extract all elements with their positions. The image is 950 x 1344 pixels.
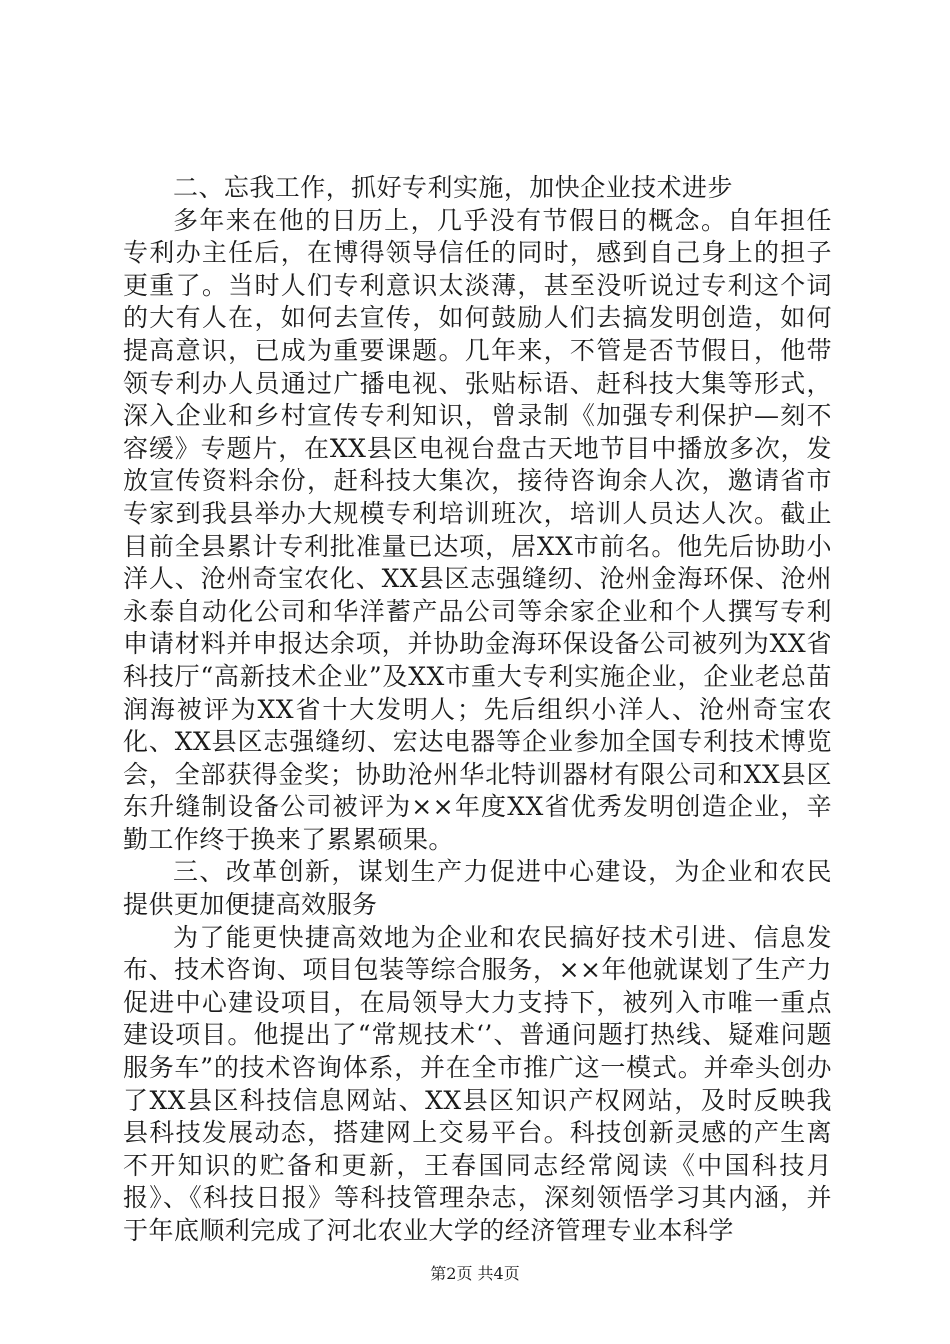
page-footer: 第2页 共4页 (430, 1264, 520, 1283)
body-paragraph: 多年来在他的日历上，几乎没有节假日的概念。自年担任专利办主任后，在博得领导信任的同时，感到自己身上的担子更重了。当时人们专利意识太淡薄，甚至没听说过专利这个词的大有人在，如何去宣传，如何鼓励人们去搞发明创造，如何提高意识，已成为重要课题。几年来，不管是否节假日，他带领专利办人员通过广播电视、张贴标语、赶科技大集等形式，深入企业和乡村宣传专利知识，曾录制《加强专利保护—刻不容缓》专题片，在XX县区电视台盘古天地节目中播放多次，发放宣传资料余份，赶科技大集次，接待咨询余人次，邀请省市专家到我县举办大规模专利培训班次，培训人员达人次。截止目前全县累计专利批准量已达项，居XX市前名。他先后协助小洋人、沧州奇宝农化、XX县区志强缝纫、沧州金海环保、沧州永泰自动化公司和华洋蓄产品公司等余家企业和个人撰写专利申请材料并申报达余项，并协助金海环保设备公司被列为XX省科技厅“高新技术企业”及XX市重大专利实施企业，企业老总苗润海被评为XX省十大发明人；先后组织小洋人、沧州奇宝农化、XX县区志强缝纫、宏达电器等企业参加全国专利技术博览会，全部获得金奖；协助沧州华北特训器材有限公司和XX县区东升缝制设备公司被评为××年度XX省优秀发明创造企业，辛勤工作终于换来了累累硕果。 (123, 205, 832, 854)
body-paragraph: 为了能更快捷高效地为企业和农民搞好技术引进、信息发布、技术咨询、项目包装等综合服务，××年他就谋划了生产力促进中心建设项目，在局领导大力支持下，被列入市唯一重点建设项目。他提出了“常规技术‘’、普通问题打热线、疑难问题服务车”的技术咨询体系，并在全市推广这一模式。并牵头创办了XX县区科技信息网站、XX县区知识产权网站，及时反映我县科技发展动态，搭建网上交易平台。科技创新灵感的产生离不开知识的贮备和更新，王春国同志经常阅读《中国科技月报》、《科技日报》等科技管理杂志，深刻领悟学习其内涵，并于年底顺利完成了河北农业大学的经济管理专业本科学 (123, 922, 832, 1245)
section-heading-3: 三、改革创新，谋划生产力促进中心建设，为企业和农民提供更加便捷高效服务 (123, 857, 832, 920)
section-heading-2: 二、忘我工作，抓好专利实施，加快企业技术进步 (173, 173, 733, 202)
document-body (123, 172, 832, 1248)
